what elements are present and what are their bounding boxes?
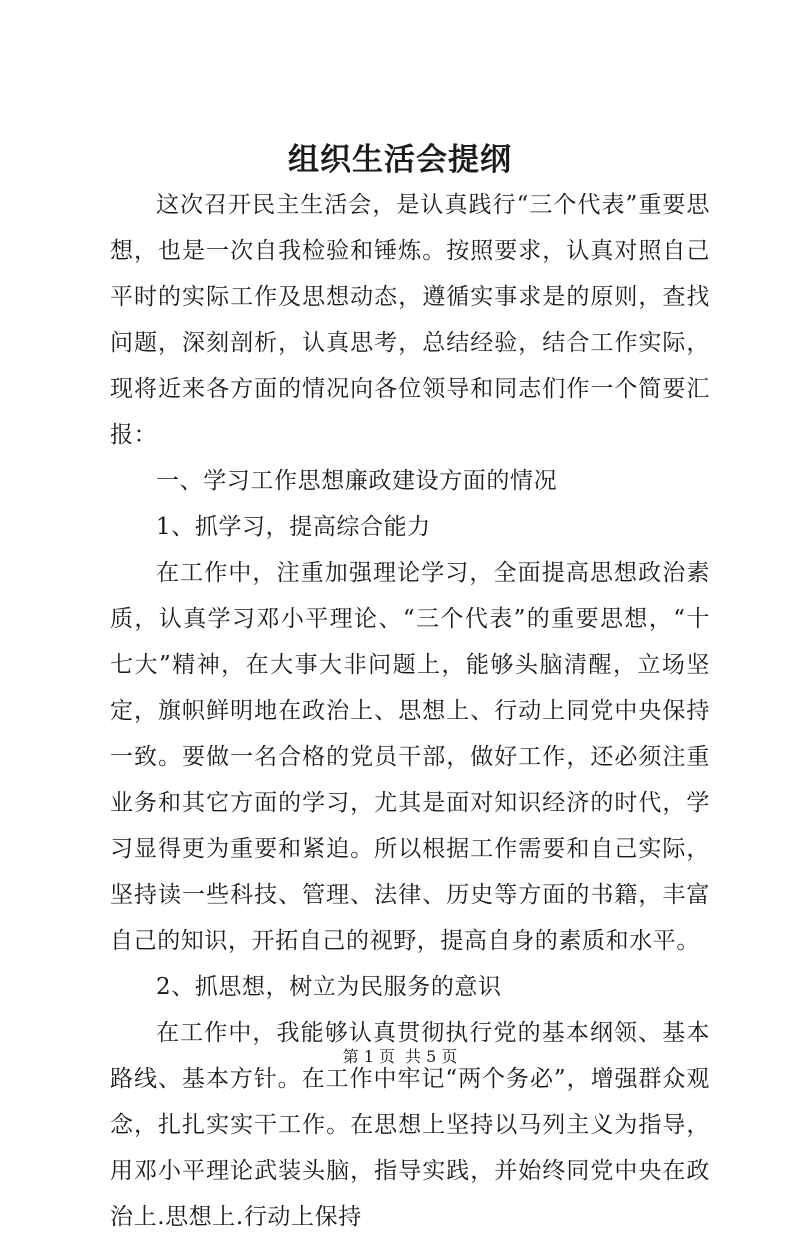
- document-body: [110, 182, 710, 1240]
- study-paragraph: 在工作中，注重加强理论学习，全面提高思想政治素质，认真学习邓小平理论、“三个代表”的重要思想，“十七大”精神，在大事大非问题上，能够头脑清醒，立场坚定，旗帜鲜明地在政治上、思想上、行动上同党中央保持一致。要做一名合格的党员干部，做好工作，还必须注重业务和其它方面的学习，尤其是面对知识经济的时代，学习显得更为重要和紧迫。所以根据工作需要和自己实际，坚持读一些科技、管理、法律、历史等方面的书籍，丰富自己的知识，开拓自己的视野，提高自身的素质和水平。: [110, 560, 710, 954]
- thought-paragraph: 在工作中，我能够认真贯彻执行党的基本纲领、基本路线、基本方针。在工作中牢记“两个务必”，增强群众观念，扎扎实实干工作。在思想上坚持以马列主义为指导，用邓小平理论武装头脑，指导实践，并始终同党中央在政治上.思想上.行动上保持: [110, 1020, 710, 1230]
- section-heading-1: 一、学习工作思想廉政建设方面的情况: [156, 468, 558, 494]
- intro-paragraph: 这次召开民主生活会，是认真践行“三个代表”重要思想，也是一次自我检验和锤炼。按照要求，认真对照自己平时的实际工作及思想动态，遵循实事求是的原则，查找问题，深刻剖析，认真思考，总结经验，结合工作实际，现将近来各方面的情况向各位领导和同志们作一个简要汇报：: [110, 192, 710, 448]
- subsection-heading-2: 2、抓思想，树立为民服务的意识: [156, 974, 502, 1000]
- subsection-heading-1: 1、抓学习，提高综合能力: [156, 514, 431, 540]
- page-number: 第 1 页: [342, 1047, 395, 1066]
- page-footer: [0, 1046, 800, 1068]
- document-title: 组织生活会提纲: [288, 142, 512, 178]
- page-total: 共 5 页: [405, 1047, 458, 1066]
